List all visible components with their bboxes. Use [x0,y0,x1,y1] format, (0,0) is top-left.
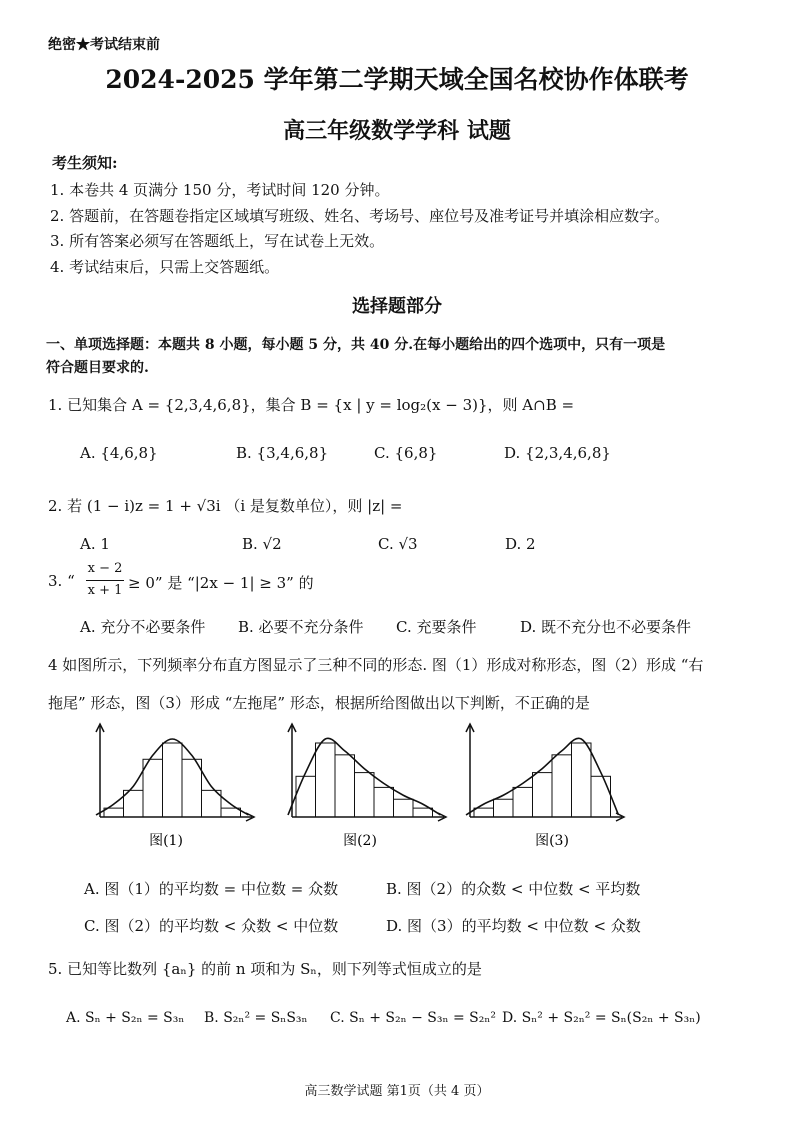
q1-stem: 1. 已知集合 A = {2,3,4,6,8}，集合 B = {x | y = log₂(x − 3)}，则 A∩B = [48,396,575,414]
q4-option-a: A. 图（1）的平均数 = 中位数 = 众数 [84,880,339,898]
q4-line1: 4 如图所示，下列频率分布直方图显示了三种不同的形态. 图（1）形成对称形态，图（2）形成 “右 [48,656,704,674]
figure-1-caption: 图(1) [149,833,183,849]
histogram-bar [413,808,433,817]
q4-option-b: B. 图（2）的众数 < 中位数 < 平均数 [386,880,641,898]
histogram-bar [513,787,533,817]
q2-stem: 2. 若 (1 − i)z = 1 + √3i （i 是复数单位），则 |z| = [48,497,403,515]
q2-option-b: B. √2 [242,535,282,553]
confidential-mark: 绝密★考试结束前 [48,37,160,53]
q1-option-b: B. {3,4,6,8} [236,444,329,462]
histogram-figure-1 [88,722,258,850]
histogram-bar [474,808,494,817]
notice-heading: 考生须知: [52,154,118,172]
histogram-bar [572,743,592,817]
q1-option-c: C. {6,8} [374,444,438,462]
q5-option-d: D. Sₙ² + S₂ₙ² = Sₙ(S₂ₙ + S₃ₙ) [502,1010,701,1026]
q3-prefix: 3. “ [48,572,75,590]
q2-option-c: C. √3 [378,535,418,553]
notice-item-1: 1. 本卷共 4 页满分 150 分，考试时间 120 分钟。 [50,181,390,199]
histogram-bar [494,799,514,817]
q4-line2: 拖尾” 形态，图（3）形成 “左拖尾” 形态，根据所给图做出以下判断，不正确的是 [48,694,590,712]
q5-stem: 5. 已知等比数列 {aₙ} 的前 n 项和为 Sₙ，则下列等式恒成立的是 [48,960,482,978]
q3-option-b: B. 必要不充分条件 [238,618,364,636]
q3-option-c: C. 充要条件 [396,618,477,636]
notice-item-4: 4. 考试结束后，只需上交答题纸。 [50,258,280,276]
q4-option-d: D. 图（3）的平均数 < 中位数 < 众数 [386,917,641,935]
q1-option-d: D. {2,3,4,6,8} [504,444,611,462]
q3-frac-bar [86,580,124,581]
q3-option-d: D. 既不充分也不必要条件 [520,618,692,636]
density-curve [96,739,249,815]
q4-option-c: C. 图（2）的平均数 < 众数 < 中位数 [84,917,339,935]
histogram-bar [394,799,414,817]
histogram-bar [355,773,375,817]
section-title: 选择题部分 [352,296,442,317]
figure-3-caption: 图(3) [535,833,569,849]
q2-option-d: D. 2 [505,535,536,553]
q1-option-a: A. {4,6,8} [80,444,158,462]
histogram-bar [182,759,202,817]
histogram-bar [296,776,316,817]
q3-option-a: A. 充分不必要条件 [80,618,206,636]
histogram-bar [374,787,394,817]
histogram-bar [163,743,183,817]
section-intro-line1: 一、单项选择题：本题共 8 小题，每小题 5 分，共 40 分.在每小题给出的四个选项中，只有一项是 [46,337,666,353]
notice-item-2: 2. 答题前，在答题卷指定区域填写班级、姓名、考场号、座位号及准考证号并填涂相应数字。 [50,207,670,225]
exam-subtitle: 高三年级数学学科 试题 [283,118,511,144]
q5-option-c: C. Sₙ + S₂ₙ − S₃ₙ = S₂ₙ² [330,1010,497,1026]
section-intro-line2: 符合题目要求的. [46,360,149,376]
histogram-bar [143,759,163,817]
page-footer: 高三数学试题 第1页（共 4 页） [304,1084,490,1099]
q3-frac-den: x + 1 [87,583,123,598]
q2-option-a: A. 1 [80,535,110,553]
histogram-bar [552,755,572,817]
q3-frac-num: x − 2 [87,561,123,576]
figure-2-caption: 图(2) [343,833,377,849]
histogram-bar [316,743,336,817]
histogram-figure-3 [458,722,628,850]
histogram-bar [335,755,355,817]
q5-option-b: B. S₂ₙ² = SₙS₃ₙ [204,1010,308,1026]
notice-item-3: 3. 所有答案必须写在答题纸上，写在试卷上无效。 [50,232,385,250]
q3-mid: ≥ 0” 是 “|2x − 1| ≥ 3” 的 [128,574,314,592]
histogram-bar [533,773,553,817]
histogram-bar [591,776,611,817]
exam-title: 2024-2025 学年第二学期天域全国名校协作体联考 [105,65,689,94]
histogram-figure-2 [280,722,450,850]
q5-option-a: A. Sₙ + S₂ₙ = S₃ₙ [66,1010,185,1026]
